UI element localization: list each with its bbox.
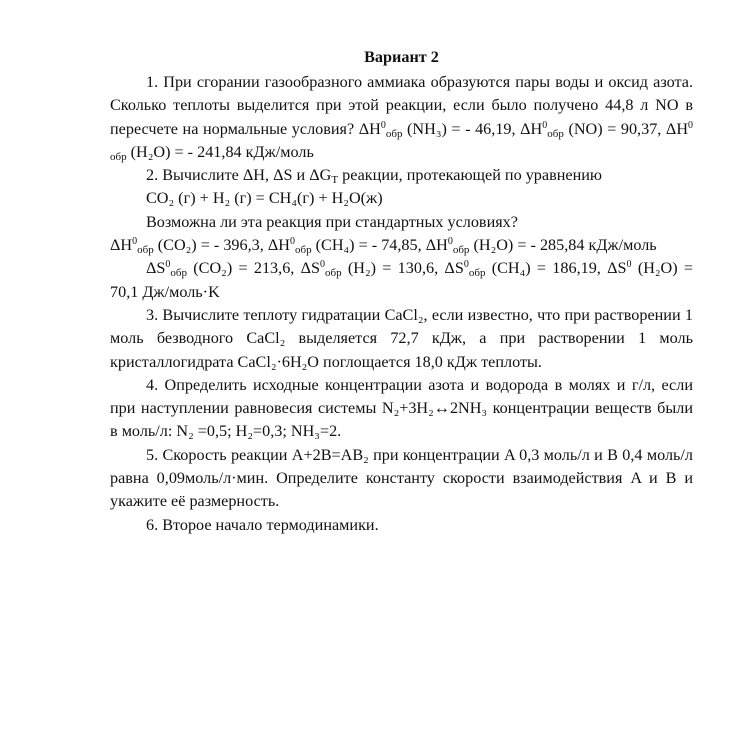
delta-s-symbol: ΔS xyxy=(444,259,464,278)
subscript-obr: обр xyxy=(170,267,188,280)
superscript-zero: 0 xyxy=(447,236,453,248)
delta-h-symbol: ΔH xyxy=(665,119,689,138)
superscript-zero: 0 xyxy=(463,259,469,271)
task-1-dh-h2o: (H₂O) = - 241,84 кДж/моль xyxy=(130,142,314,161)
task-2-equation: CO₂ (г) + H₂ (г) = CH₄(г) + H₂O(ж) xyxy=(146,189,383,208)
delta-h-symbol: ΔH xyxy=(358,119,381,138)
superscript-zero: 0 xyxy=(289,236,295,248)
task-2-subscript-t: T xyxy=(331,174,339,187)
task-2-ds-co2: (CO₂) = 213,6, xyxy=(193,259,295,278)
task-1 xyxy=(110,71,693,164)
superscript-zero: 0 xyxy=(688,119,694,131)
subscript-obr: обр xyxy=(294,244,312,257)
task-2-ds-h2: (H₂) = 130,6, xyxy=(347,259,439,278)
task-2-dh-co2: (CO₂) = - 396,3, xyxy=(157,236,264,255)
subscript-obr: обр xyxy=(468,267,486,280)
task-2-entropy-data xyxy=(110,257,693,304)
task-2-dh-ch4: (CH₄) = - 74,85, xyxy=(315,236,422,255)
task-4: 4. Определить исходные концентрации азота и водорода в молях и г/л, если при наступлении равновесия системы N₂+3H₂↔2NH₃ концентрации веществ были в моль/л: N₂ =0,5; H₂=0,3; NH₃=2. xyxy=(110,375,693,441)
task-2-dh-h2o: (H₂O) = - 285,84 кДж/моль xyxy=(473,236,657,255)
subscript-obr: обр xyxy=(325,267,342,280)
task-1-number: 1. xyxy=(146,73,159,91)
task-1-text: При сгорании газообразного аммиака образуются пары воды и оксид азота. Сколько теплоты выделится при этой реакции, если было получено 44,8 л NO в пересчете на нормальные условия? xyxy=(110,73,694,138)
task-5: 5. Скорость реакции A+2B=AB₂ при концентрации A 0,3 моль/л и B 0,4 моль/л равна 0,09моль/л·мин. Определите константу скорости взаимодействия A и B и укажите её размерность. xyxy=(110,445,693,511)
task-2-ds-ch4: (CH₄) = 186,19, xyxy=(491,259,601,278)
subscript-obr: обр xyxy=(452,244,470,257)
subscript-obr: обр xyxy=(385,127,403,140)
task-1-dh-no: (NO) = 90,37, xyxy=(568,119,662,138)
task-2-text-b: реакции, протекающей по уравнению xyxy=(342,166,602,185)
delta-h-symbol: ΔH xyxy=(110,236,133,255)
task-1-dh-nh3: (NH₃) = - 46,19, xyxy=(407,119,516,138)
delta-s-symbol: ΔS xyxy=(607,259,627,278)
page-title: Вариант 2 xyxy=(364,48,439,66)
subscript-obr: обр xyxy=(547,127,564,140)
delta-h-symbol: ΔH xyxy=(425,236,448,255)
task-2 xyxy=(110,164,693,187)
delta-s-symbol: ΔS xyxy=(300,259,321,278)
task-2-text-a: Вычислите ΔH, ΔS и ΔG xyxy=(162,166,332,185)
task-2-ds-h2o: (H₂O) = 70,1 Дж/моль·K xyxy=(110,259,694,301)
superscript-zero: 0 xyxy=(542,119,548,131)
superscript-zero: 0 xyxy=(132,236,138,248)
document-page xyxy=(110,46,693,537)
delta-h-symbol: ΔH xyxy=(267,236,290,255)
task-6: 6. Второе начало термодинамики. xyxy=(146,515,379,534)
delta-s-symbol: ΔS xyxy=(146,259,166,278)
superscript-zero: 0 xyxy=(626,259,632,271)
delta-h-symbol: ΔH xyxy=(520,119,543,138)
task-2-question: Возможна ли эта реакция при стандартных условиях? xyxy=(146,212,518,231)
superscript-zero: 0 xyxy=(380,119,386,131)
subscript-obr: обр xyxy=(110,150,127,163)
superscript-zero: 0 xyxy=(165,259,171,271)
task-2-number: 2. xyxy=(146,166,159,185)
task-3: 3. Вычислите теплоту гидратации CaCl₂, если известно, что при растворении 1 моль безводного CaCl₂ выделяется 72,7 кДж, а при растворении 1 моль кристаллогидрата CaCl₂·6H₂O поглощается 18,0 кДж теплоты. xyxy=(110,305,693,371)
superscript-zero: 0 xyxy=(320,259,326,271)
subscript-obr: обр xyxy=(137,244,154,257)
task-2-enthalpy-data xyxy=(92,234,693,257)
